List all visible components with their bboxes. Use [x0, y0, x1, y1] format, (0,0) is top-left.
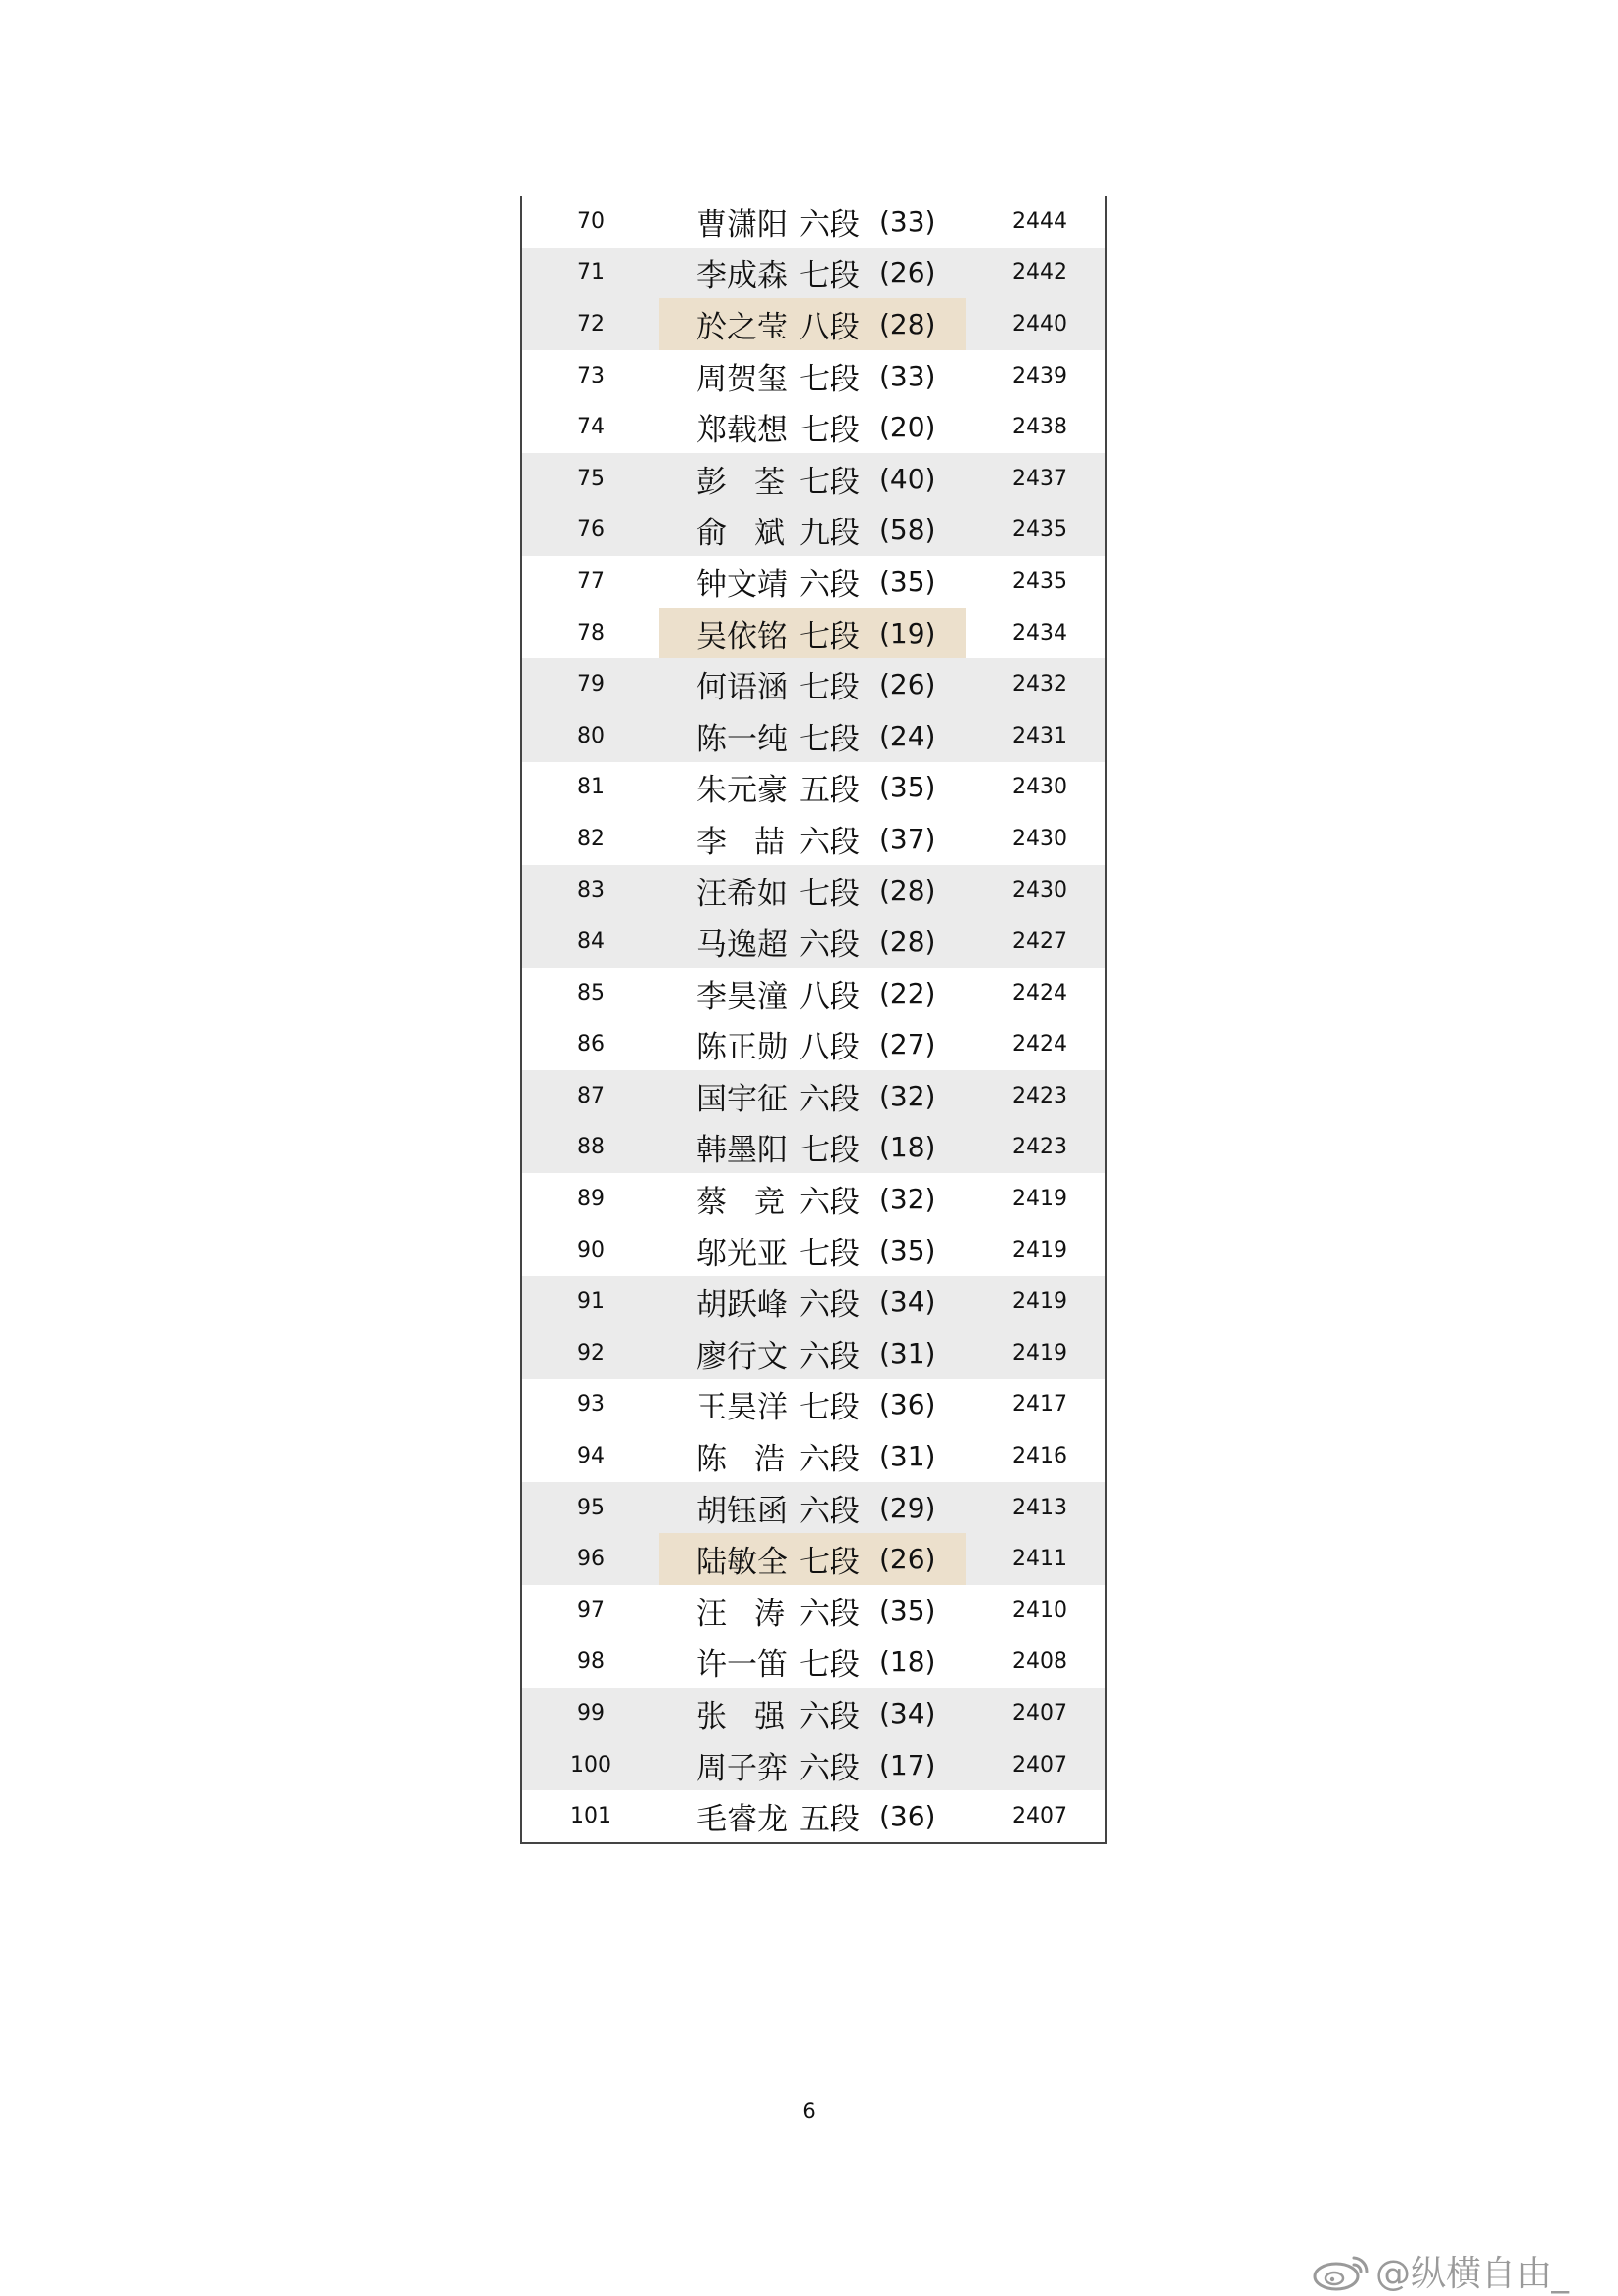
watermark-text: @纵横自由_ — [1375, 2254, 1570, 2294]
player-name: 陈一纯 — [697, 721, 787, 757]
player-name: 曹潇阳 — [697, 206, 787, 243]
rank-cell: 87 — [577, 1083, 605, 1108]
rating-score: 2419 — [1012, 1187, 1067, 1212]
player-age: (26) — [879, 256, 936, 290]
rating-score: 2442 — [1012, 260, 1067, 286]
player-age: (35) — [879, 1594, 936, 1627]
table-row — [522, 298, 1105, 350]
player-age: (27) — [879, 1028, 936, 1061]
player-age: (33) — [879, 359, 936, 392]
player-age: (22) — [879, 976, 936, 1010]
dan-rank: 七段 — [799, 464, 860, 500]
dan-rank: 六段 — [799, 1081, 860, 1117]
dan-rank: 七段 — [799, 1133, 860, 1169]
player-name: 蔡 竞 — [697, 1185, 785, 1221]
table-row — [522, 1379, 1105, 1431]
rating-score: 2423 — [1012, 1083, 1067, 1108]
player-age: (24) — [879, 719, 936, 752]
dan-rank: 六段 — [799, 1185, 860, 1221]
rating-score: 2416 — [1012, 1444, 1067, 1469]
player-age: (34) — [879, 1697, 936, 1731]
player-age: (36) — [879, 1800, 936, 1833]
player-name: 汪希如 — [697, 876, 787, 912]
dan-rank: 六段 — [799, 566, 860, 603]
dan-rank: 六段 — [799, 1699, 860, 1735]
page-number: 6 — [802, 2099, 816, 2123]
rank-cell: 84 — [577, 929, 605, 955]
rating-score: 2430 — [1012, 878, 1067, 903]
player-name: 邬光亚 — [697, 1236, 787, 1272]
rank-cell: 97 — [577, 1598, 605, 1623]
rank-cell: 72 — [577, 311, 605, 337]
table-row — [522, 505, 1105, 557]
rating-score: 2437 — [1012, 466, 1067, 491]
table-row — [522, 401, 1105, 453]
table-row — [522, 1533, 1105, 1585]
dan-rank: 六段 — [799, 1596, 860, 1632]
rank-cell: 75 — [577, 466, 605, 491]
rank-cell: 76 — [577, 518, 605, 543]
dan-rank: 五段 — [799, 1802, 860, 1838]
player-age: (28) — [879, 925, 936, 959]
table-row — [522, 658, 1105, 710]
rank-cell: 88 — [577, 1135, 605, 1160]
player-name: 吴依铭 — [697, 618, 787, 654]
dan-rank: 七段 — [799, 1545, 860, 1581]
rating-score: 2408 — [1012, 1649, 1067, 1675]
dan-rank: 七段 — [799, 1236, 860, 1272]
dan-rank: 六段 — [799, 1750, 860, 1786]
dan-rank: 九段 — [799, 516, 860, 552]
player-name: 钟文靖 — [697, 566, 787, 603]
dan-rank: 七段 — [799, 876, 860, 912]
player-name: 廖行文 — [697, 1338, 787, 1374]
weibo-icon — [1311, 2252, 1371, 2291]
player-name: 汪 涛 — [697, 1596, 785, 1632]
player-age: (17) — [879, 1748, 936, 1781]
rank-cell: 83 — [577, 878, 605, 903]
player-age: (26) — [879, 668, 936, 701]
rating-score: 2419 — [1012, 1238, 1067, 1263]
player-name: 国宇征 — [697, 1081, 787, 1117]
player-name: 何语涵 — [697, 670, 787, 706]
player-age: (58) — [879, 514, 936, 547]
player-age: (31) — [879, 1336, 936, 1370]
rank-cell: 71 — [577, 260, 605, 286]
rank-cell: 92 — [577, 1340, 605, 1366]
dan-rank: 五段 — [799, 773, 860, 809]
dan-rank: 七段 — [799, 618, 860, 654]
ranking-table — [520, 196, 1107, 1844]
player-name: 韩墨阳 — [697, 1133, 787, 1169]
table-row — [522, 1070, 1105, 1122]
dan-rank: 六段 — [799, 927, 860, 964]
player-name: 许一笛 — [697, 1647, 787, 1684]
rank-cell: 78 — [577, 620, 605, 646]
player-age: (35) — [879, 771, 936, 804]
player-age: (32) — [879, 1079, 936, 1112]
rank-cell: 89 — [577, 1187, 605, 1212]
table-row — [522, 1122, 1105, 1174]
table-row — [522, 453, 1105, 505]
player-name: 李成森 — [697, 258, 787, 294]
player-age: (29) — [879, 1491, 936, 1524]
table-row — [522, 1688, 1105, 1739]
rating-score: 2411 — [1012, 1547, 1067, 1572]
rating-score: 2430 — [1012, 826, 1067, 851]
dan-rank: 六段 — [799, 206, 860, 243]
table-row — [522, 1430, 1105, 1482]
player-name: 王昊洋 — [697, 1390, 787, 1426]
table-row — [522, 1637, 1105, 1688]
rank-cell: 93 — [577, 1392, 605, 1418]
table-row — [522, 813, 1105, 865]
player-name: 周子弈 — [697, 1750, 787, 1786]
table-row — [522, 608, 1105, 659]
table-row — [522, 556, 1105, 608]
rating-score: 2413 — [1012, 1495, 1067, 1520]
rating-score: 2407 — [1012, 1752, 1067, 1778]
table-row — [522, 1585, 1105, 1637]
rank-cell: 101 — [570, 1804, 611, 1829]
table-row — [522, 350, 1105, 402]
player-age: (32) — [879, 1183, 936, 1216]
player-name: 郑载想 — [697, 413, 787, 449]
dan-rank: 七段 — [799, 721, 860, 757]
rating-score: 2440 — [1012, 311, 1067, 337]
dan-rank: 六段 — [799, 1442, 860, 1478]
player-name: 李 喆 — [697, 824, 785, 860]
player-name: 陆敏全 — [697, 1545, 787, 1581]
rank-cell: 70 — [577, 208, 605, 234]
rank-cell: 95 — [577, 1495, 605, 1520]
rating-score: 2410 — [1012, 1598, 1067, 1623]
player-age: (26) — [879, 1543, 936, 1576]
player-name: 俞 斌 — [697, 516, 785, 552]
rank-cell: 94 — [577, 1444, 605, 1469]
rating-score: 2431 — [1012, 723, 1067, 748]
rank-cell: 100 — [570, 1752, 611, 1778]
dan-rank: 七段 — [799, 413, 860, 449]
table-row — [522, 1328, 1105, 1379]
rating-score: 2427 — [1012, 929, 1067, 955]
player-name: 於之莹 — [697, 309, 787, 345]
watermark — [1311, 2246, 1569, 2296]
player-name: 胡钰函 — [697, 1493, 787, 1529]
table-row — [522, 1276, 1105, 1328]
rating-score: 2407 — [1012, 1804, 1067, 1829]
rating-score: 2439 — [1012, 363, 1067, 388]
rating-score: 2435 — [1012, 568, 1067, 594]
player-age: (40) — [879, 462, 936, 495]
player-name: 朱元豪 — [697, 773, 787, 809]
dan-rank: 八段 — [799, 309, 860, 345]
player-name: 周贺玺 — [697, 361, 787, 397]
rating-score: 2430 — [1012, 775, 1067, 800]
player-name: 张 强 — [697, 1699, 785, 1735]
table-row — [522, 710, 1105, 762]
rating-score: 2419 — [1012, 1340, 1067, 1366]
dan-rank: 六段 — [799, 1493, 860, 1529]
player-age: (31) — [879, 1440, 936, 1473]
table-row — [522, 865, 1105, 917]
table-row — [522, 248, 1105, 299]
table-row — [522, 1482, 1105, 1534]
rank-cell: 73 — [577, 363, 605, 388]
dan-rank: 八段 — [799, 1030, 860, 1066]
dan-rank: 七段 — [799, 258, 860, 294]
rating-score: 2424 — [1012, 1032, 1067, 1058]
player-age: (20) — [879, 411, 936, 444]
rank-cell: 81 — [577, 775, 605, 800]
dan-rank: 六段 — [799, 824, 860, 860]
rating-score: 2434 — [1012, 620, 1067, 646]
rating-score: 2417 — [1012, 1392, 1067, 1418]
table-row — [522, 968, 1105, 1019]
player-name: 胡跃峰 — [697, 1287, 787, 1324]
rank-cell: 79 — [577, 672, 605, 698]
table-row — [522, 1790, 1105, 1842]
rank-cell: 96 — [577, 1547, 605, 1572]
rank-cell: 80 — [577, 723, 605, 748]
rating-score: 2444 — [1012, 208, 1067, 234]
table-row — [522, 916, 1105, 968]
table-row — [522, 762, 1105, 814]
dan-rank: 七段 — [799, 670, 860, 706]
player-age: (35) — [879, 1234, 936, 1267]
table-row — [522, 1173, 1105, 1225]
table-row — [522, 196, 1105, 248]
player-age: (18) — [879, 1131, 936, 1164]
rating-score: 2407 — [1012, 1701, 1067, 1727]
player-age: (35) — [879, 564, 936, 598]
player-name: 马逸超 — [697, 927, 787, 964]
player-age: (19) — [879, 616, 936, 650]
dan-rank: 八段 — [799, 978, 860, 1014]
rank-cell: 77 — [577, 568, 605, 594]
rating-score: 2424 — [1012, 980, 1067, 1006]
rank-cell: 74 — [577, 415, 605, 440]
rating-score: 2438 — [1012, 415, 1067, 440]
dan-rank: 七段 — [799, 1390, 860, 1426]
player-age: (37) — [879, 822, 936, 855]
table-row — [522, 1019, 1105, 1071]
rating-score: 2419 — [1012, 1289, 1067, 1315]
rank-cell: 99 — [577, 1701, 605, 1727]
player-name: 陈正勋 — [697, 1030, 787, 1066]
player-name: 彭 荃 — [697, 464, 785, 500]
rank-cell: 86 — [577, 1032, 605, 1058]
player-age: (18) — [879, 1645, 936, 1679]
player-age: (33) — [879, 204, 936, 238]
player-age: (28) — [879, 307, 936, 340]
rank-cell: 90 — [577, 1238, 605, 1263]
player-name: 陈 浩 — [697, 1442, 785, 1478]
dan-rank: 六段 — [799, 1338, 860, 1374]
rating-score: 2432 — [1012, 672, 1067, 698]
rank-cell: 98 — [577, 1649, 605, 1675]
table-row — [522, 1739, 1105, 1791]
dan-rank: 七段 — [799, 1647, 860, 1684]
dan-rank: 七段 — [799, 361, 860, 397]
player-age: (36) — [879, 1388, 936, 1421]
player-age: (28) — [879, 874, 936, 907]
rating-score: 2435 — [1012, 518, 1067, 543]
dan-rank: 六段 — [799, 1287, 860, 1324]
table-row — [522, 1225, 1105, 1277]
rank-cell: 85 — [577, 980, 605, 1006]
rank-cell: 82 — [577, 826, 605, 851]
player-name: 毛睿龙 — [697, 1802, 787, 1838]
rank-cell: 91 — [577, 1289, 605, 1315]
player-name: 李昊潼 — [697, 978, 787, 1014]
player-age: (34) — [879, 1285, 936, 1319]
rating-score: 2423 — [1012, 1135, 1067, 1160]
